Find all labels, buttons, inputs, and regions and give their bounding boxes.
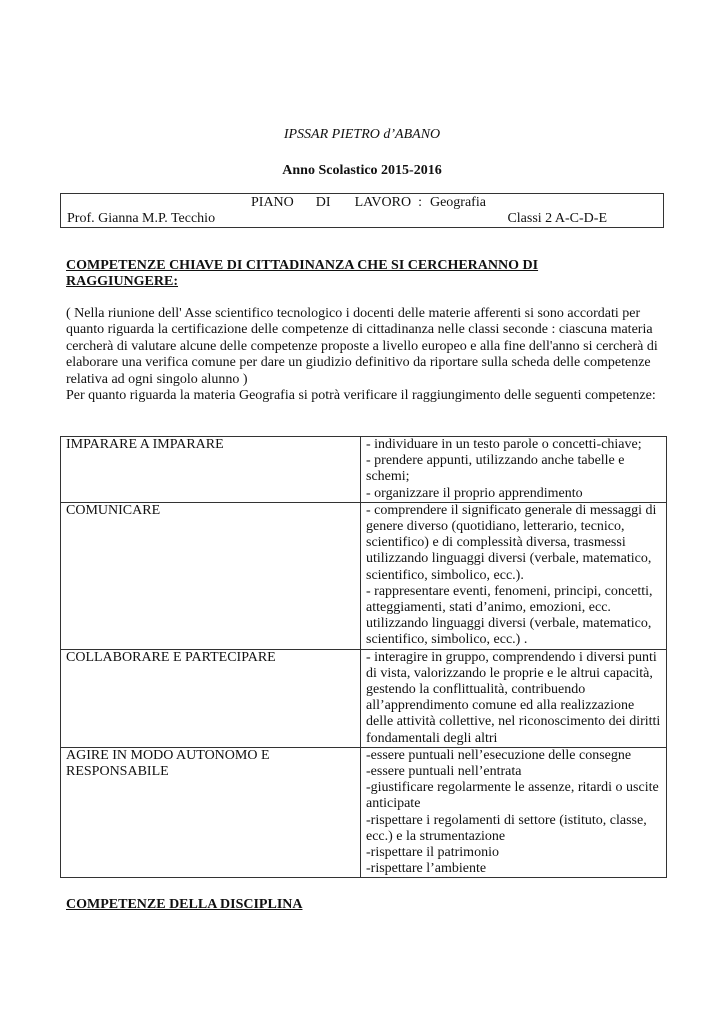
description-line: -rispettare il patrimonio	[366, 845, 499, 861]
plan-subject: Geografia	[429, 195, 486, 210]
description-line: - rappresentare eventi, fenomeni, principi, concetti, atteggiamenti, stati d’animo, emozioni, ecc. utilizzando linguaggi diversi (verbale, matematico, scientifico, simbolico, ecc.) .	[366, 583, 653, 648]
competences-table	[60, 436, 667, 878]
description-line: -essere puntuali nell’entrata	[366, 764, 522, 780]
description-line: - organizzare il proprio apprendimento	[366, 485, 583, 501]
table-row	[61, 649, 667, 747]
competence-description	[361, 502, 667, 649]
section-heading-competenze-disciplina: COMPETENZE DELLA DISCIPLINA	[66, 897, 303, 912]
competence-name: AGIRE IN MODO AUTONOMO E RESPONSABILE	[61, 747, 361, 878]
table-row	[61, 502, 667, 649]
description-line: -rispettare l’ambiente	[366, 861, 487, 877]
description-line: - prendere appunti, utilizzando anche tabelle e schemi;	[366, 453, 625, 485]
description-line: -giustificare regolarmente le assenze, ritardi o uscite anticipate	[366, 780, 659, 812]
school-name: IPSSAR PIETRO d’ABANO	[283, 127, 441, 142]
teacher-name: Prof. Gianna M.P. Tecchio	[67, 211, 216, 226]
plan-word-di: DI	[315, 195, 331, 210]
school-year: Anno Scolastico 2015-2016	[282, 163, 442, 178]
intro-text: ( Nella riunione dell' Asse scientifico tecnologico i docenti delle materie afferenti si sono accordati per quanto riguarda la certificazione delle competenze di cittadinanza nelle classi seconde : ciascuna materia cercherà di valutare alcune delle competenze proposte a livello europeo e alla fine dell'anno si cercherà di elaborare una verifica comune per dare un giudizio definitivo da riportare sulla scheda delle competenze relativa ad ogni singolo alunno )	[66, 306, 658, 387]
plan-title	[251, 195, 486, 211]
plan-box	[60, 193, 664, 228]
section-heading-competenze-chiave: COMPETENZE CHIAVE DI CITTADINANZA CHE SI CERCHERANNO DI RAGGIUNGERE:	[66, 258, 539, 289]
description-line: - individuare in un testo parole o concetti-chiave;	[366, 437, 642, 452]
plan-word-piano: PIANO	[251, 195, 294, 210]
competence-name: IMPARARE A IMPARARE	[61, 437, 361, 503]
table-row	[61, 747, 667, 878]
class-list: Classi 2 A-C-D-E	[507, 211, 607, 226]
competence-name: COLLABORARE E PARTECIPARE	[61, 649, 361, 747]
competence-description	[361, 649, 667, 747]
description-line: - interagire in gruppo, comprendendo i diversi punti di vista, valorizzando le proprie e le altrui capacità, gestendo la conflittualità, contribuendo all’apprendimento comune ed alla realizzazione delle attività collettive, nel riconoscimento dei diritti fondamentali degli altri	[366, 649, 661, 746]
intro-text-2: Per quanto riguarda la materia Geografia si potrà verificare il raggiungimento delle seguenti competenze:	[66, 388, 656, 404]
competence-description	[361, 747, 667, 878]
plan-colon: :	[418, 195, 422, 210]
description-line: - comprendere il significato generale di messaggi di genere diverso (quotidiano, letterario, tecnico, scientifico) e di complessità diversa, trasmessi utilizzando linguaggi diversi (verbale, matematico, scientifico, simbolico, ecc.).	[366, 502, 657, 583]
competence-name: COMUNICARE	[61, 502, 361, 649]
table-row	[61, 437, 667, 503]
competence-description	[361, 437, 667, 503]
description-line: -rispettare i regolamenti di settore (istituto, classe, ecc.) e la strumentazione	[366, 812, 647, 844]
intro-paragraph	[66, 306, 664, 404]
description-line: -essere puntuali nell’esecuzione delle consegne	[366, 747, 632, 763]
plan-word-lavoro: LAVORO	[354, 195, 412, 210]
